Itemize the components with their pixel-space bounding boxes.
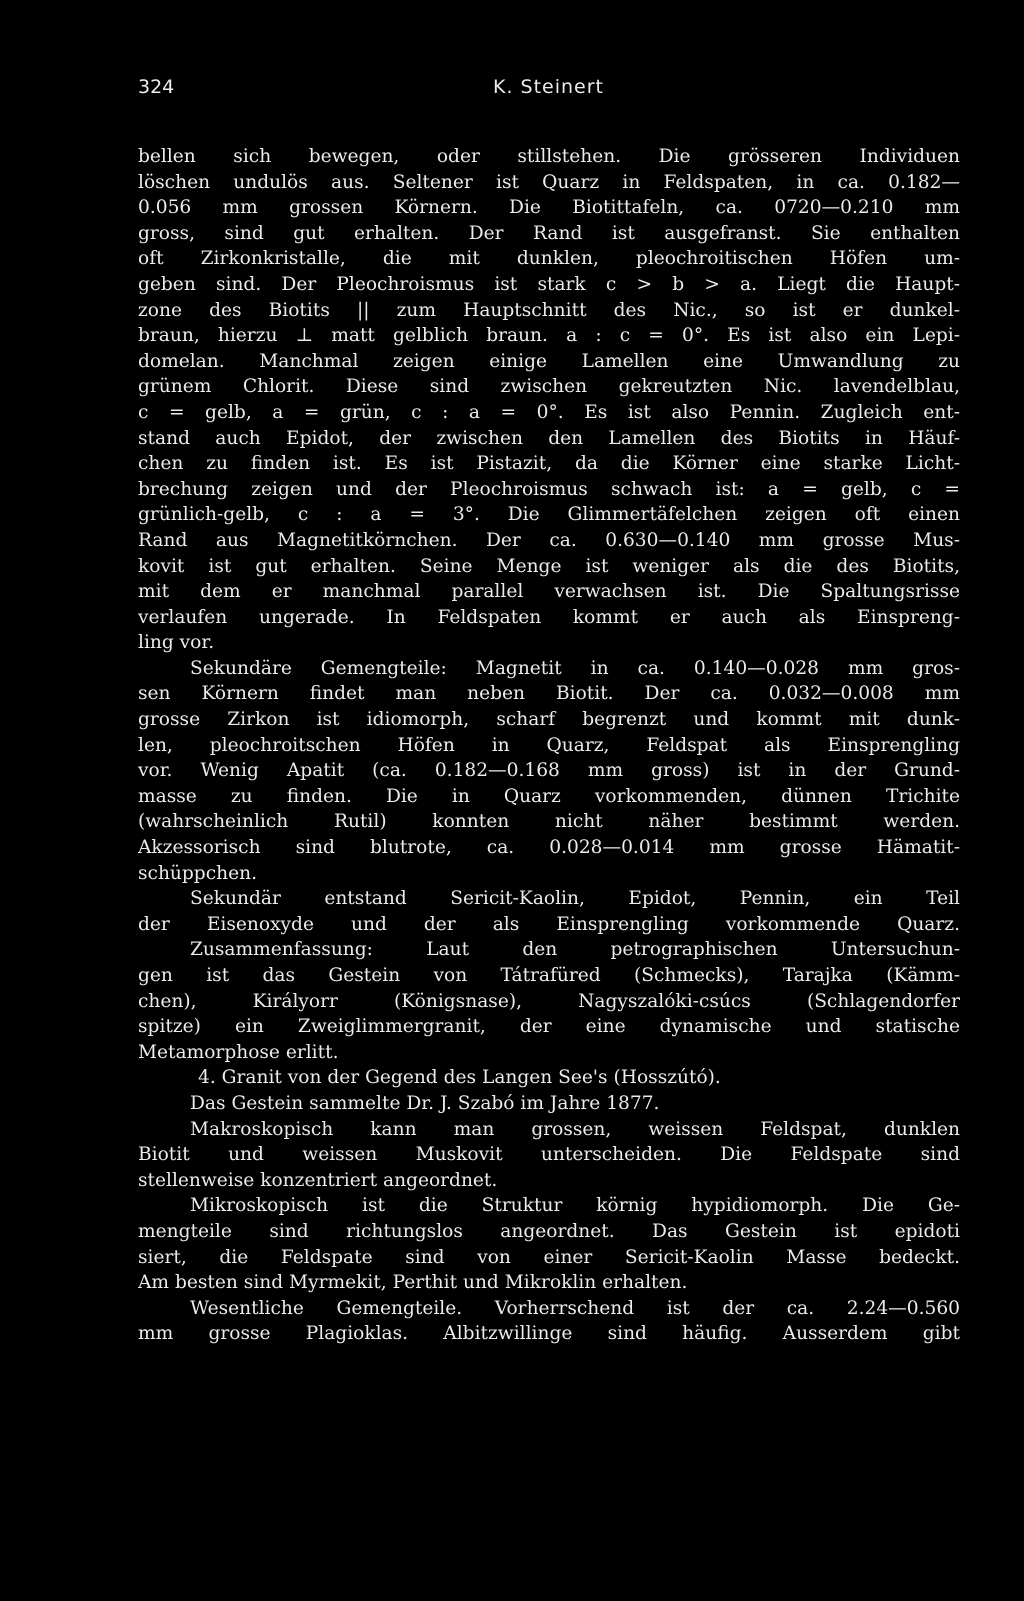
text-line: verlaufen ungerade. In Feldspaten kommt er auch als Einspreng- [138, 606, 960, 628]
text-line: zone des Biotits || zum Hauptschnitt des Nic., so ist er dunkel- [138, 299, 960, 321]
page-header [138, 76, 960, 106]
page-number: 324 [138, 76, 175, 98]
text-line: siert, die Feldspate sind von einer Sericit-Kaolin Masse bedeckt. [138, 1246, 960, 1268]
text-line: chen zu finden ist. Es ist Pistazit, da die Körner eine starke Licht- [138, 453, 960, 475]
text-line: Akzessorisch sind blutrote, ca. 0.028—0.014 mm grosse Hämatit- [138, 837, 960, 859]
text-line: löschen undulös aus. Seltener ist Quarz in Feldspaten, in ca. 0.182— [138, 171, 960, 193]
text-line: mm grosse Plagioklas. Albitzwillinge sind häufig. Ausserdem gibt [138, 1323, 960, 1345]
text-line: Sekundäre Gemengteile: Magnetit in ca. 0.140—0.028 mm gros- [190, 657, 960, 679]
text-line: Mikroskopisch ist die Struktur körnig hypidiomorph. Die Ge- [190, 1195, 960, 1217]
text-line: masse zu finden. Die in Quarz vorkommenden, dünnen Trichite [138, 785, 960, 807]
text-line: stellenweise konzentriert angeordnet. [138, 1169, 498, 1191]
text-line: vor. Wenig Apatit (ca. 0.182—0.168 mm gross) ist in der Grund- [138, 760, 960, 782]
text-line: Metamorphose erlitt. [138, 1041, 339, 1063]
text-line: ling vor. [138, 632, 215, 654]
text-line: c = gelb, a = grün, c : a = 0°. Es ist also Pennin. Zugleich ent- [138, 401, 960, 423]
text-line: mengteile sind richtungslos angeordnet. Das Gestein ist epidoti [138, 1220, 960, 1242]
body-text [138, 144, 960, 1347]
text-line: grosse Zirkon ist idiomorph, scharf begrenzt und kommt mit dunk- [138, 709, 960, 731]
text-line: brechung zeigen und der Pleochroismus schwach ist: a = gelb, c = [138, 478, 960, 500]
running-title: K. Steinert [493, 76, 605, 98]
text-line: gen ist das Gestein von Tátrafüred (Schmecks), Tarajka (Kämm- [138, 965, 960, 986]
text-line: schüppchen. [138, 862, 257, 884]
text-line: Rand aus Magnetitkörnchen. Der ca. 0.630—0.140 mm grosse Mus- [138, 529, 960, 551]
text-line: oft Zirkonkristalle, die mit dunklen, pleochroitischen Höfen um- [138, 248, 960, 270]
text-line: grünem Chlorit. Diese sind zwischen gekreutzten Nic. lavendelblau, [138, 376, 960, 398]
text-line: der Eisenoxyde und der als Einsprengling vorkommende Quarz. [138, 913, 960, 935]
text-line: Wesentliche Gemengteile. Vorherrschend ist der ca. 2.24—0.560 [190, 1297, 960, 1319]
text-line: grünlich-gelb, c : a = 3°. Die Glimmertäfelchen zeigen oft einen [138, 504, 960, 526]
text-line: Biotit und weissen Muskovit unterscheiden. Die Feldspate sind [138, 1144, 960, 1166]
text-line: braun, hierzu ⊥ matt gelblich braun. a : c = 0°. Es ist also ein Lepi- [138, 325, 960, 347]
text-line: kovit ist gut erhalten. Seine Menge ist weniger als die des Biotits, [138, 555, 960, 577]
text-line: 4. Granit von der Gegend des Langen See's (Hosszútó). [198, 1067, 721, 1089]
text-line: stand auch Epidot, der zwischen den Lamellen des Biotits in Häuf- [138, 427, 960, 449]
text-line: (wahrscheinlich Rutil) konnten nicht näher bestimmt werden. [138, 811, 960, 833]
text-line: bellen sich bewegen, oder stillstehen. Die grösseren Individuen [138, 146, 960, 167]
text-line: geben sind. Der Pleochroismus ist stark c > b > a. Liegt die Haupt- [138, 273, 960, 295]
text-line: 0.056 mm grossen Körnern. Die Biotittafeln, ca. 0720—0.210 mm [138, 197, 960, 219]
text-line: gross, sind gut erhalten. Der Rand ist ausgefranst. Sie enthalten [138, 222, 960, 244]
text-line: len, pleochroitschen Höfen in Quarz, Feldspat als Einsprengling [138, 734, 960, 756]
text-line: Am besten sind Myrmekit, Perthit und Mikroklin erhalten. [138, 1272, 688, 1294]
text-line: Zusammenfassung: Laut den petrographischen Untersuchun- [190, 939, 960, 961]
text-line: sen Körnern findet man neben Biotit. Der ca. 0.032—0.008 mm [138, 683, 960, 705]
text-line: mit dem er manchmal parallel verwachsen ist. Die Spaltungsrisse [138, 581, 960, 603]
text-line: Makroskopisch kann man grossen, weissen Feldspat, dunklen [190, 1118, 960, 1140]
text-line: spitze) ein Zweiglimmergranit, der eine dynamische und statische [138, 1016, 960, 1038]
text-line: chen), Királyorr (Königsnase), Nagyszalóki-csúcs (Schlagendorfer [138, 990, 960, 1012]
text-line: Sekundär entstand Sericit-Kaolin, Epidot, Pennin, ein Teil [190, 888, 960, 910]
text-line: domelan. Manchmal zeigen einige Lamellen eine Umwandlung zu [138, 350, 960, 372]
text-line: Das Gestein sammelte Dr. J. Szabó im Jahre 1877. [190, 1092, 660, 1114]
